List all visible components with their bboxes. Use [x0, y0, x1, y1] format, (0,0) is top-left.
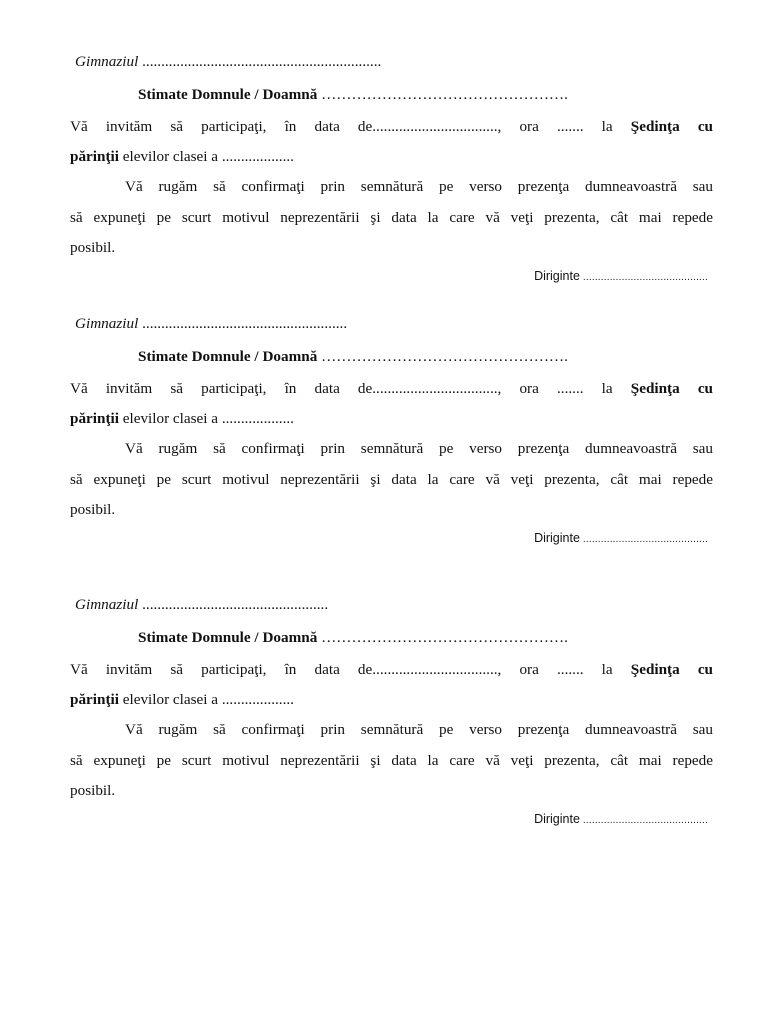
- request-line-1: Vă rugăm să confirmaţi prin semnătură pe verso prezenţa dumneavoastră sau: [125, 721, 713, 738]
- school-dots: ...............................................................: [142, 53, 382, 70]
- salutation: [138, 86, 568, 104]
- school-line: [75, 53, 381, 71]
- signature-dots: ..........................................: [579, 815, 708, 826]
- request-line-1: Vă rugăm să confirmaţi prin semnătură pe verso prezenţa dumneavoastră sau: [125, 440, 713, 457]
- class-text: elevilor clasei a ...................: [118, 410, 294, 427]
- signature-label: Diriginte: [534, 812, 580, 826]
- invite-paragraph-line-2: [70, 410, 294, 428]
- class-text: elevilor clasei a ...................: [118, 691, 294, 708]
- invite-paragraph-line-2: [70, 691, 294, 709]
- meeting-name-part-1: Şedinţa cu: [630, 118, 714, 135]
- invite-text: Vă invităm să participaţi, în data de................................., ora ....... la: [70, 661, 631, 678]
- signature-dots: ..........................................: [579, 272, 708, 283]
- request-line-1: Vă rugăm să confirmaţi prin semnătură pe verso prezenţa dumneavoastră sau: [125, 178, 713, 195]
- school-label: Gimnaziul: [75, 596, 139, 613]
- invitation-2: [0, 315, 768, 575]
- class-text: elevilor clasei a ...................: [118, 148, 294, 165]
- signature-line: [534, 267, 708, 287]
- signature-label: Diriginte: [534, 531, 580, 545]
- request-line-3: posibil.: [70, 501, 116, 518]
- invite-paragraph-line-1: [70, 380, 713, 398]
- salutation-dots: ………………………………………….: [317, 86, 568, 103]
- meeting-name-part-1: Şedinţa cu: [630, 661, 714, 678]
- invite-paragraph-line-2: [70, 148, 294, 166]
- salutation: [138, 348, 568, 366]
- school-label: Gimnaziul: [75, 53, 139, 70]
- salutation-dots: ………………………………………….: [317, 348, 568, 365]
- school-dots: .................................................: [142, 596, 329, 613]
- salutation-dots: ………………………………………….: [317, 629, 568, 646]
- request-line-3: posibil.: [70, 782, 116, 799]
- meeting-name-part-1: Şedinţa cu: [630, 380, 714, 397]
- request-line-3: posibil.: [70, 239, 116, 256]
- signature-label: Diriginte: [534, 269, 580, 283]
- signature-dots: ..........................................: [579, 534, 708, 545]
- salutation-text: Stimate Domnule / Doamnă: [138, 348, 318, 365]
- signature-line: [534, 529, 708, 549]
- salutation: [138, 629, 568, 647]
- meeting-name-part-2: părinţii: [70, 148, 119, 165]
- meeting-name-part-2: părinţii: [70, 410, 119, 427]
- invite-paragraph-line-1: [70, 118, 713, 136]
- invitation-1: [0, 53, 768, 313]
- school-line: [75, 315, 347, 333]
- school-label: Gimnaziul: [75, 315, 139, 332]
- invite-text: Vă invităm să participaţi, în data de................................., ora ....... la: [70, 380, 631, 397]
- invitation-3: [0, 596, 768, 856]
- invite-paragraph-line-1: [70, 661, 713, 679]
- school-dots: ......................................................: [142, 315, 348, 332]
- request-line-2: să expuneţi pe scurt motivul neprezentării şi data la care vă veţi prezenta, cât mai repede: [70, 752, 713, 769]
- salutation-text: Stimate Domnule / Doamnă: [138, 629, 318, 646]
- salutation-text: Stimate Domnule / Doamnă: [138, 86, 318, 103]
- signature-line: [534, 810, 708, 830]
- meeting-name-part-2: părinţii: [70, 691, 119, 708]
- request-line-2: să expuneţi pe scurt motivul neprezentării şi data la care vă veţi prezenta, cât mai repede: [70, 209, 713, 226]
- request-line-2: să expuneţi pe scurt motivul neprezentării şi data la care vă veţi prezenta, cât mai repede: [70, 471, 713, 488]
- school-line: [75, 596, 328, 614]
- invite-text: Vă invităm să participaţi, în data de................................., ora ....... la: [70, 118, 631, 135]
